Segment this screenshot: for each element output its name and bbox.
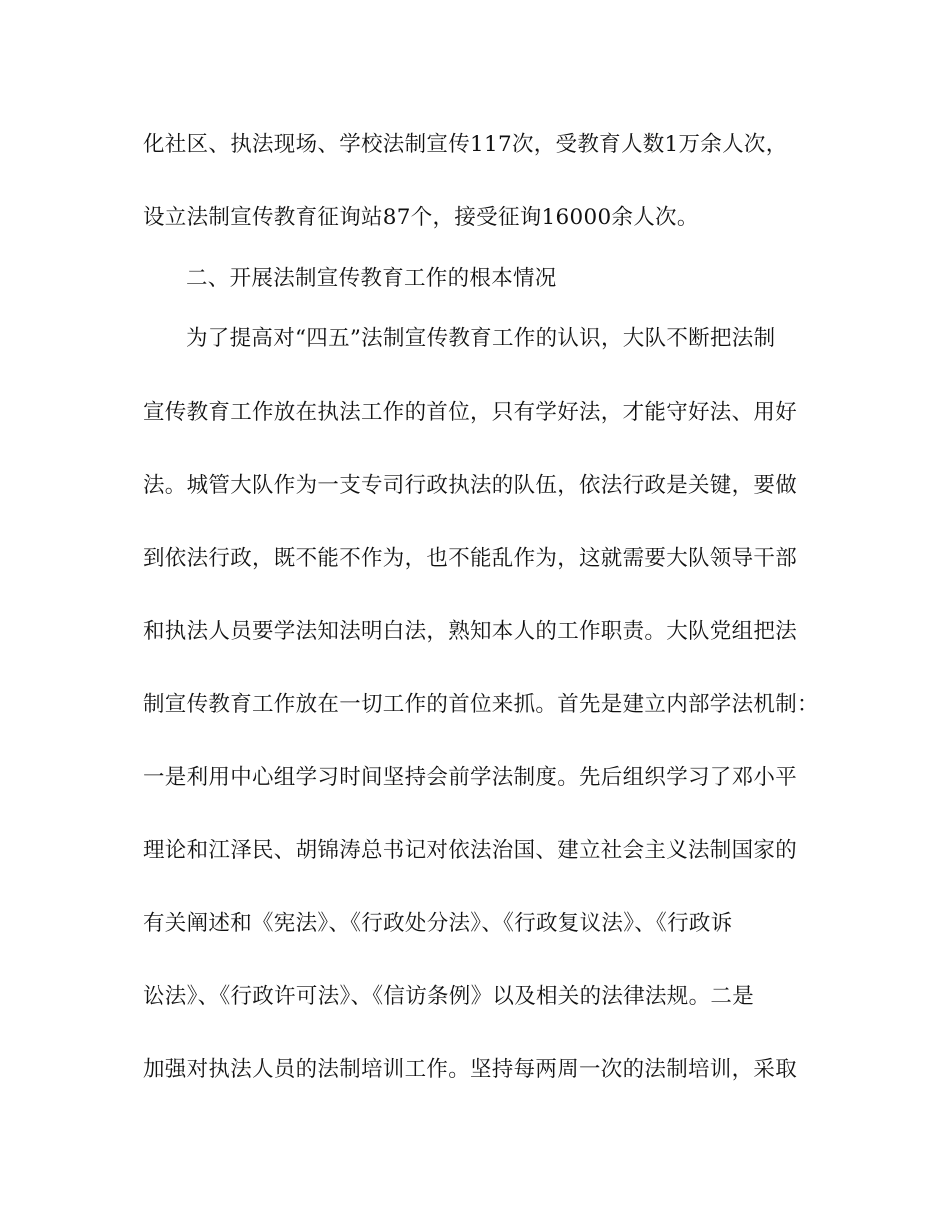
paragraph-line: 化社区、执法现场、学校法制宣传117次，受教育人数1万余人次，: [143, 132, 788, 157]
paragraph-line: 理论和江泽民、胡锦涛总书记对依法治国、建立社会主义法制国家的: [143, 838, 798, 863]
paragraph-line: 到依法行政，既不能不作为，也不能乱作为，这就需要大队领导干部: [143, 546, 798, 571]
paragraph-line: 宣传教育工作放在执法工作的首位，只有学好法，才能守好法、用好: [143, 400, 798, 425]
section-heading: 二、开展法制宣传教育工作的根本情况: [186, 266, 557, 291]
paragraph-line: 有关阐述和《宪法》、《行政处分法》、《行政复议法》、《行政诉: [143, 911, 733, 936]
paragraph-line: 为了提高对“四五”法制宣传教育工作的认识，大队不断把法制: [186, 326, 776, 351]
paragraph-line: 加强对执法人员的法制培训工作。坚持每两周一次的法制培训，采取: [143, 1057, 798, 1082]
paragraph-line: 和执法人员要学法知法明白法，熟知本人的工作职责。大队党组把法: [143, 619, 798, 644]
paragraph-line: 一是利用中心组学习时间坚持会前学法制度。先后组织学习了邓小平: [143, 765, 798, 790]
paragraph-line: 讼法》、《行政许可法》、《信访条例》以及相关的法律法规。二是: [143, 984, 755, 1009]
paragraph-line: 设立法制宣传教育征询站87个，接受征询16000余人次。: [143, 205, 699, 230]
paragraph-line: 制宣传教育工作放在一切工作的首位来抓。首先是建立内部学法机制：: [143, 692, 819, 717]
paragraph-line: 法。城管大队作为一支专司行政执法的队伍，依法行政是关键，要做: [143, 473, 798, 498]
